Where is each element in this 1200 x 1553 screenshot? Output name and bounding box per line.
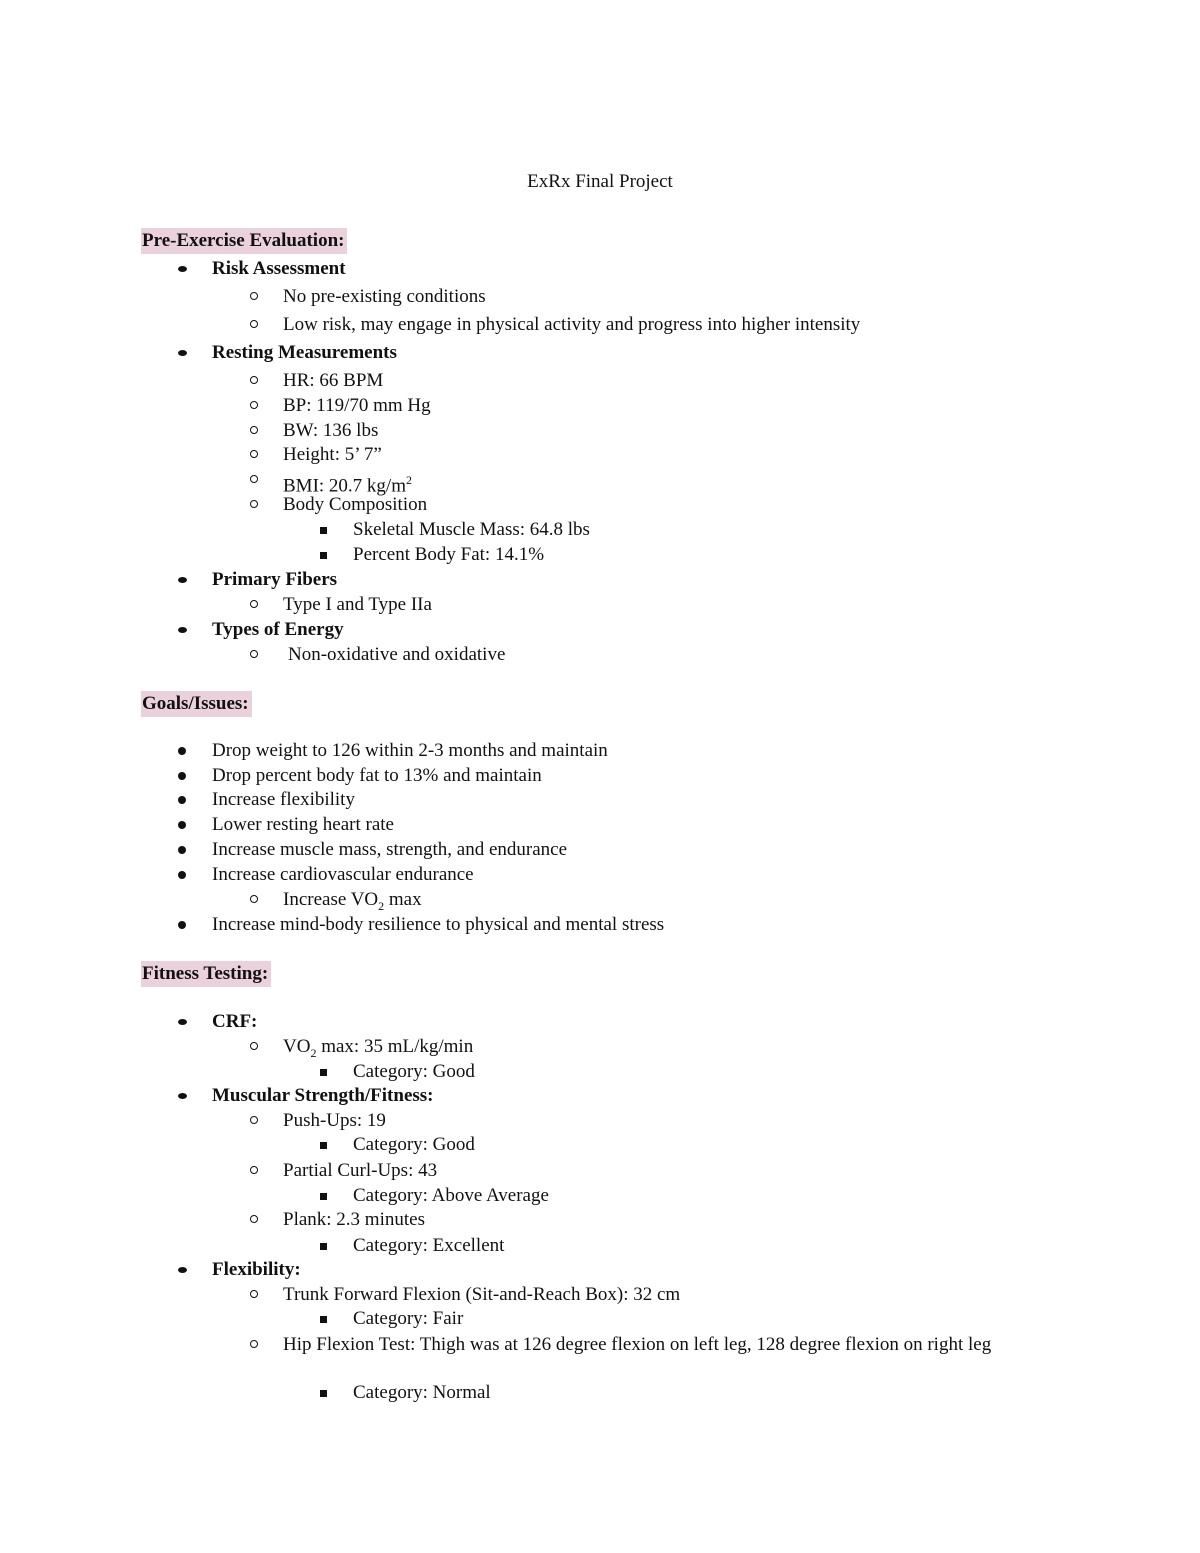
bullet-disc <box>178 1093 187 1099</box>
bullet-circle <box>250 426 258 434</box>
bullet-square <box>320 1142 327 1149</box>
risk-assessment-label: Risk Assessment <box>212 258 346 279</box>
bullet-square <box>320 552 327 559</box>
resting-item-height: Height: 5’ 7” <box>283 444 382 465</box>
goal-item: Increase muscle mass, strength, and endurance <box>212 839 568 860</box>
curlups-category: Category: Above Average <box>353 1185 549 1206</box>
goal-item: Drop weight to 126 within 2-3 months and maintain <box>212 740 608 761</box>
bullet-square <box>320 1390 327 1397</box>
bullet-circle <box>250 600 258 608</box>
hip-flexion-category: Category: Normal <box>353 1382 491 1403</box>
bullet-disc <box>178 796 186 804</box>
curlups-item: Partial Curl-Ups: 43 <box>283 1160 438 1181</box>
vo2-text: Increase VO <box>283 889 379 910</box>
resting-item-bw: BW: 136 lbs <box>283 420 379 441</box>
pre-exercise-heading: Pre-Exercise Evaluation: <box>141 228 347 254</box>
bullet-disc <box>178 871 186 879</box>
bullet-square <box>320 527 327 534</box>
crf-vo2-subscript: 2 <box>310 1045 317 1060</box>
bullet-disc <box>178 921 186 929</box>
bullet-disc <box>178 577 187 583</box>
crf-category: Category: Good <box>353 1061 475 1082</box>
goal-item: Lower resting heart rate <box>212 814 394 835</box>
bullet-circle <box>250 1215 258 1223</box>
bullet-circle <box>250 1340 258 1348</box>
bullet-circle <box>250 1290 258 1298</box>
goal-item: Increase cardiovascular endurance <box>212 864 474 885</box>
goal-item: Increase mind-body resilience to physical and mental stress <box>212 914 665 935</box>
pushups-category: Category: Good <box>353 1134 475 1155</box>
bullet-disc <box>178 1267 187 1273</box>
bullet-circle <box>250 475 258 483</box>
bullet-circle <box>250 320 258 328</box>
vo2-subscript: 2 <box>378 898 385 913</box>
crf-label: CRF: <box>212 1011 258 1032</box>
resting-item-body-composition: Body Composition <box>283 494 428 515</box>
bullet-disc <box>178 627 187 633</box>
bullet-disc <box>178 772 186 780</box>
goal-item: Drop percent body fat to 13% and maintain <box>212 765 542 786</box>
bullet-square <box>320 1193 327 1200</box>
hip-flexion-item: Hip Flexion Test: Thigh was at 126 degree flexion on left leg, 128 degree flexion on right leg <box>283 1334 992 1355</box>
resting-item-bp: BP: 119/70 mm Hg <box>283 395 431 416</box>
bullet-circle <box>250 450 258 458</box>
bullet-circle <box>250 1042 258 1050</box>
bullet-disc <box>178 350 187 356</box>
bullet-circle <box>250 500 258 508</box>
energy-item: Non-oxidative and oxidative <box>288 644 506 665</box>
document-title: ExRx Final Project <box>527 171 673 192</box>
bullet-circle <box>250 650 258 658</box>
goal-item: Increase flexibility <box>212 789 355 810</box>
bmi-text: BMI: 20.7 kg/m <box>283 475 406 497</box>
body-comp-item: Percent Body Fat: 14.1% <box>353 544 545 565</box>
types-of-energy-label: Types of Energy <box>212 619 344 640</box>
bullet-circle <box>250 895 258 903</box>
flexibility-label: Flexibility: <box>212 1259 301 1280</box>
body-comp-item: Skeletal Muscle Mass: 64.8 lbs <box>353 519 590 540</box>
risk-item: Low risk, may engage in physical activity and progress into higher intensity <box>283 314 861 335</box>
resting-item-hr: HR: 66 BPM <box>283 370 384 391</box>
bullet-disc <box>178 846 186 854</box>
bullet-circle <box>250 376 258 384</box>
muscular-strength-label: Muscular Strength/Fitness: <box>212 1085 434 1106</box>
risk-item: No pre-existing conditions <box>283 286 486 307</box>
trunk-flexion-category: Category: Fair <box>353 1308 464 1329</box>
bullet-disc <box>178 747 186 755</box>
trunk-flexion-item: Trunk Forward Flexion (Sit-and-Reach Box): 32 cm <box>283 1284 681 1305</box>
fitness-heading: Fitness Testing: <box>141 961 271 987</box>
bullet-square <box>320 1243 327 1250</box>
fibers-item: Type I and Type IIa <box>283 594 432 615</box>
goals-heading: Goals/Issues: <box>141 691 252 717</box>
crf-vo2-value: max: 35 mL/kg/min <box>316 1036 474 1057</box>
vo2-suffix: max <box>384 889 422 910</box>
bullet-disc <box>178 1019 187 1025</box>
bullet-circle <box>250 401 258 409</box>
resting-measurements-label: Resting Measurements <box>212 342 397 363</box>
plank-category: Category: Excellent <box>353 1235 505 1256</box>
crf-vo2-text: VO <box>283 1036 311 1057</box>
bullet-circle <box>250 292 258 300</box>
bmi-superscript: 2 <box>405 473 412 487</box>
bullet-disc <box>178 821 186 829</box>
bullet-circle <box>250 1166 258 1174</box>
bullet-circle <box>250 1116 258 1124</box>
bullet-disc <box>178 266 187 272</box>
bullet-square <box>320 1069 327 1076</box>
bullet-square <box>320 1316 327 1323</box>
primary-fibers-label: Primary Fibers <box>212 569 338 590</box>
pushups-item: Push-Ups: 19 <box>283 1110 386 1131</box>
plank-item: Plank: 2.3 minutes <box>283 1209 425 1230</box>
